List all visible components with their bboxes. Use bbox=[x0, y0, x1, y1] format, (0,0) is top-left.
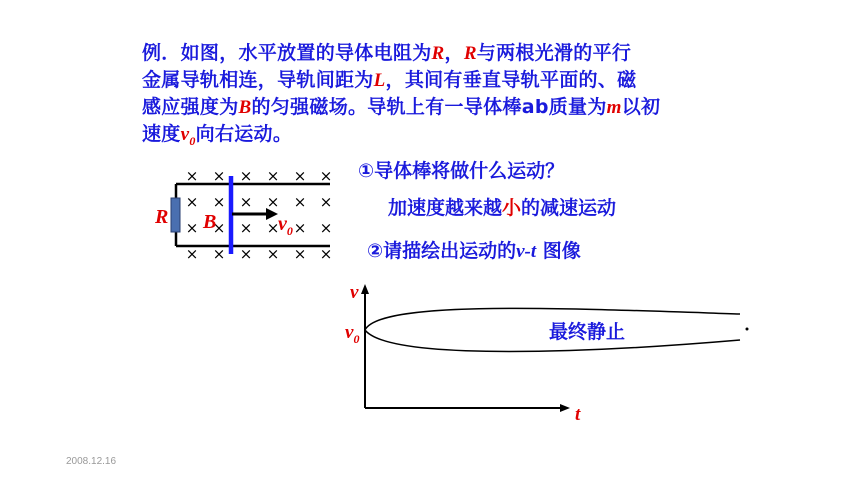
problem-text: 向右运动。 bbox=[195, 123, 293, 145]
label-b: B bbox=[203, 211, 217, 233]
problem-text: 与两根光滑的平行 bbox=[476, 42, 632, 64]
problem-text: ， bbox=[444, 42, 464, 64]
field-cross: × bbox=[266, 167, 280, 185]
answer-text: 加速度越来越 bbox=[388, 197, 503, 219]
question-text: 图像 bbox=[536, 240, 581, 262]
var-v-subscript: 0 bbox=[189, 133, 196, 148]
v0-subscript: 0 bbox=[353, 331, 360, 346]
var-r: R bbox=[463, 43, 477, 64]
field-cross: × bbox=[293, 219, 307, 237]
problem-text: 金属导轨相连，导轨间距为 bbox=[142, 69, 374, 91]
axis-t-label: t bbox=[575, 404, 581, 425]
field-cross: × bbox=[319, 167, 333, 185]
field-cross: × bbox=[185, 193, 199, 211]
ellipse-end-mark bbox=[746, 328, 749, 331]
field-cross: × bbox=[239, 219, 253, 237]
answer-text: 的减速运动 bbox=[521, 197, 617, 219]
field-cross: × bbox=[266, 245, 280, 263]
var-r: R bbox=[431, 43, 445, 64]
field-cross: × bbox=[239, 245, 253, 263]
label-v-subscript: 0 bbox=[286, 224, 293, 238]
problem-text: 速度 bbox=[142, 123, 181, 145]
field-cross: × bbox=[293, 193, 307, 211]
field-cross: × bbox=[319, 219, 333, 237]
field-cross: × bbox=[185, 245, 199, 263]
field-cross: × bbox=[319, 245, 333, 263]
problem-text: ，其间有垂直导轨平面的、磁 bbox=[385, 69, 637, 91]
var-b: B bbox=[238, 97, 252, 118]
problem-text: 例．如图，水平放置的导体电阻为 bbox=[142, 42, 432, 64]
field-cross: × bbox=[212, 219, 226, 237]
y-axis-arrow bbox=[361, 284, 369, 294]
field-cross: × bbox=[239, 167, 253, 185]
field-cross: × bbox=[266, 193, 280, 211]
problem-text: 感应强度为 bbox=[142, 96, 239, 118]
answer-highlight: 小 bbox=[502, 197, 522, 219]
field-cross: × bbox=[212, 193, 226, 211]
final-rest-note: 最终静止 bbox=[549, 321, 626, 343]
problem-text: 的匀强磁场。导轨上有一导体棒ab质量为 bbox=[251, 96, 607, 118]
axis-v-label: v bbox=[350, 282, 359, 303]
field-cross: × bbox=[185, 167, 199, 185]
field-cross: × bbox=[212, 167, 226, 185]
field-cross: × bbox=[185, 219, 199, 237]
var-l: L bbox=[373, 70, 386, 91]
field-cross: × bbox=[239, 193, 253, 211]
field-cross: × bbox=[212, 245, 226, 263]
field-cross: × bbox=[293, 167, 307, 185]
question-text: ②请描绘出运动的 bbox=[367, 240, 517, 262]
problem-text: 以初 bbox=[621, 96, 661, 118]
var-v: v bbox=[180, 124, 190, 145]
var-m: m bbox=[606, 97, 622, 118]
vt-label: v-t bbox=[516, 241, 537, 262]
label-r: R bbox=[155, 206, 169, 228]
v0-v: v bbox=[345, 322, 354, 343]
x-axis-arrow bbox=[560, 404, 570, 412]
field-cross: × bbox=[266, 219, 280, 237]
field-cross: × bbox=[319, 193, 333, 211]
field-cross: × bbox=[293, 245, 307, 263]
question-1: ①导体棒将做什么运动？ bbox=[358, 160, 565, 182]
slide-date: 2008.12.16 bbox=[66, 456, 117, 467]
v0-label bbox=[345, 322, 359, 347]
label-v: v bbox=[278, 213, 287, 235]
